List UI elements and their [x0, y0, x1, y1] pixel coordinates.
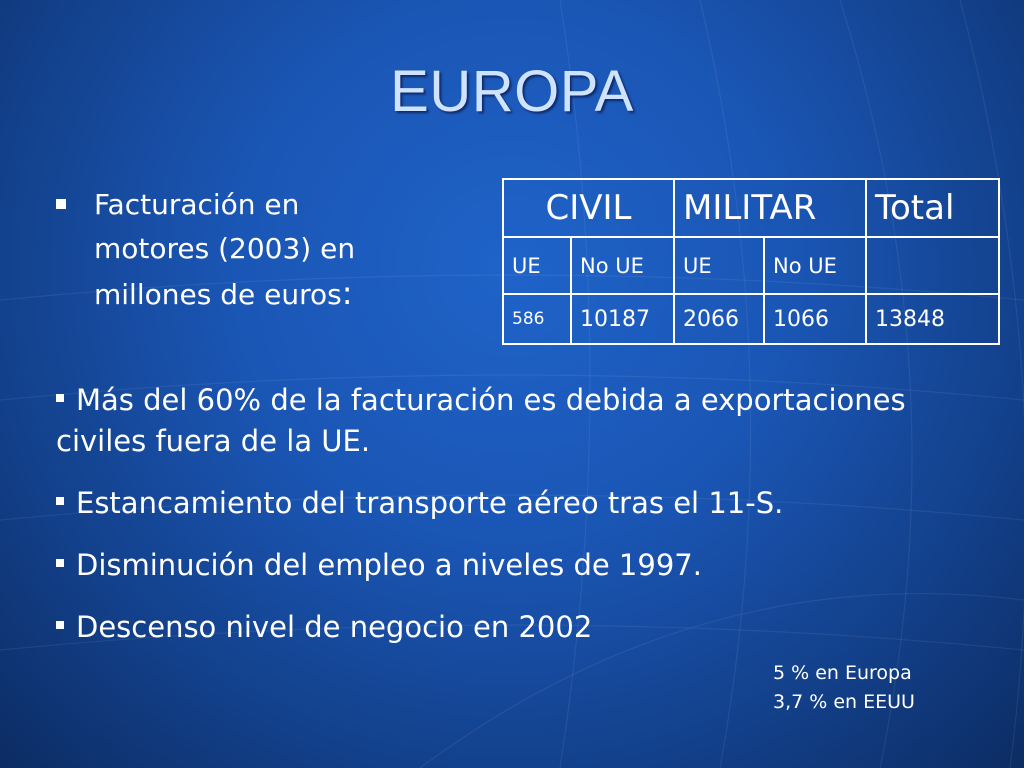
- value-total: 13848: [866, 294, 999, 344]
- table-row-subheader: [503, 237, 999, 294]
- point-text-1: Más del 60% de la facturación es debida a exportaciones civiles fuera de la UE.: [56, 383, 906, 458]
- intro-line-1: Facturación en: [94, 188, 300, 221]
- point-text-3: Disminución del empleo a niveles de 1997.: [76, 548, 702, 582]
- square-bullet-icon: [56, 199, 66, 209]
- note-line-1: 5 % en Europa: [773, 662, 912, 684]
- square-bullet-icon: [56, 559, 64, 567]
- value-civil-no-ue: 10187: [571, 294, 674, 344]
- table-row-header: [503, 179, 999, 237]
- subheader-total: [866, 237, 999, 294]
- value-militar-ue: 2066: [674, 294, 764, 344]
- intro-line-2: motores (2003) en: [94, 232, 356, 265]
- subheader-civil-no-ue: No UE: [571, 237, 674, 294]
- subheader-militar-no-ue: No UE: [764, 237, 866, 294]
- decline-note: [773, 659, 915, 717]
- intro-bullet-item: [56, 183, 456, 317]
- subheader-civil-ue: UE: [503, 237, 571, 294]
- header-total: Total: [866, 179, 999, 237]
- subheader-militar-ue: UE: [674, 237, 764, 294]
- slide-title: EUROPA: [390, 59, 634, 124]
- intro-text: [94, 183, 456, 317]
- value-militar-no-ue: 1066: [764, 294, 866, 344]
- note-line-2: 3,7 % en EEUU: [773, 691, 915, 713]
- intro-colon: :: [341, 274, 353, 312]
- header-civil: CIVIL: [503, 179, 674, 237]
- revenue-table: [502, 178, 1000, 345]
- square-bullet-icon: [56, 394, 64, 402]
- value-civil-ue: 586: [503, 294, 571, 344]
- table-row-values: [503, 294, 999, 344]
- square-bullet-icon: [56, 621, 64, 629]
- bullet-list: [56, 380, 986, 647]
- list-item: [56, 380, 986, 462]
- point-text-2: Estancamiento del transporte aéreo tras el 11-S.: [76, 486, 784, 520]
- point-text-4: Descenso nivel de negocio en 2002: [76, 610, 593, 644]
- intro-line-3: millones de euros: [94, 278, 342, 311]
- square-bullet-icon: [56, 497, 64, 505]
- list-item: [56, 545, 986, 585]
- list-item: [56, 483, 986, 523]
- header-militar: MILITAR: [674, 179, 866, 237]
- list-item: [56, 607, 986, 647]
